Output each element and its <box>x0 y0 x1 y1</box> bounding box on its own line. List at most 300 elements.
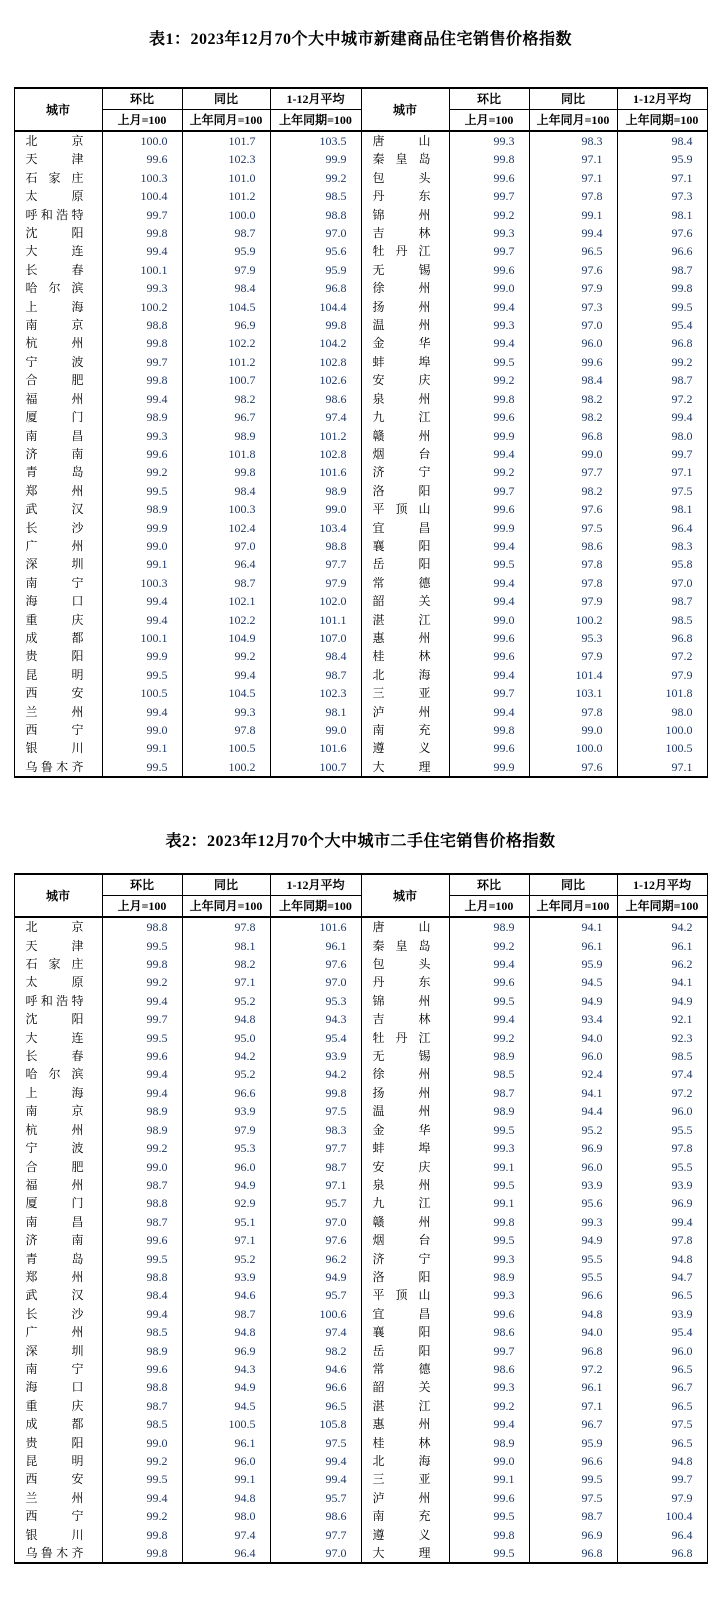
yoy-value-cell: 95.3 <box>529 629 617 647</box>
avg-value-cell: 99.7 <box>617 1470 707 1488</box>
yoy-value-cell: 96.9 <box>182 1342 270 1360</box>
city-name: 秦皇岛 <box>372 152 431 167</box>
city-name: 南昌 <box>25 1214 84 1229</box>
city-name: 天津 <box>25 152 84 167</box>
city-cell <box>14 1102 102 1120</box>
yoy-value-cell: 104.9 <box>182 629 270 647</box>
mom-value-cell: 100.1 <box>102 261 182 279</box>
mom-value-cell: 99.9 <box>449 427 529 445</box>
avg-value-cell: 98.1 <box>270 703 361 721</box>
city-cell <box>361 206 449 224</box>
city-name: 哈尔滨 <box>25 281 84 296</box>
yoy-value-cell: 98.4 <box>182 482 270 500</box>
city-name: 贵阳 <box>25 1435 84 1450</box>
avg-value-cell: 97.7 <box>270 1526 361 1544</box>
col-header-avg: 1-12月平均 <box>617 88 707 110</box>
avg-value-cell: 104.4 <box>270 298 361 316</box>
city-cell <box>361 1139 449 1157</box>
avg-value-cell: 96.5 <box>270 1397 361 1415</box>
city-name: 赣州 <box>372 1214 431 1229</box>
city-cell <box>14 224 102 242</box>
avg-value-cell: 95.3 <box>270 992 361 1010</box>
city-cell <box>14 703 102 721</box>
avg-value-cell: 99.9 <box>270 150 361 168</box>
city-cell <box>361 1360 449 1378</box>
col-header-yoy: 同比 <box>182 88 270 110</box>
avg-value-cell: 97.4 <box>270 1323 361 1341</box>
yoy-value-cell: 98.7 <box>182 224 270 242</box>
yoy-value-cell: 94.0 <box>529 1323 617 1341</box>
avg-value-cell: 101.1 <box>270 611 361 629</box>
city-cell <box>361 1489 449 1507</box>
city-name: 吉林 <box>372 1012 431 1027</box>
city-name: 福州 <box>25 1177 84 1192</box>
yoy-value-cell: 95.3 <box>182 1139 270 1157</box>
city-cell <box>14 206 102 224</box>
yoy-value-cell: 99.3 <box>529 1213 617 1231</box>
table1-new-home-price-index <box>14 87 708 778</box>
city-name: 海口 <box>25 594 84 609</box>
mom-value-cell: 99.4 <box>102 1489 182 1507</box>
mom-value-cell: 99.8 <box>102 224 182 242</box>
yoy-value-cell: 102.3 <box>182 150 270 168</box>
city-name: 海口 <box>25 1380 84 1395</box>
mom-value-cell: 99.5 <box>449 1507 529 1525</box>
city-name: 青岛 <box>25 1251 84 1266</box>
yoy-value-cell: 100.0 <box>182 206 270 224</box>
yoy-value-cell: 102.1 <box>182 592 270 610</box>
mom-value-cell: 99.4 <box>449 574 529 592</box>
col-header-mom-base: 上月=100 <box>449 110 529 132</box>
city-name: 烟台 <box>372 1233 431 1248</box>
avg-value-cell: 97.2 <box>617 1084 707 1102</box>
mom-value-cell: 99.0 <box>449 611 529 629</box>
mom-value-cell: 99.0 <box>102 1434 182 1452</box>
mom-value-cell: 99.6 <box>102 1231 182 1249</box>
avg-value-cell: 98.7 <box>617 261 707 279</box>
city-cell <box>361 279 449 297</box>
yoy-value-cell: 98.2 <box>529 390 617 408</box>
table2-section <box>0 778 721 1564</box>
city-name: 哈尔滨 <box>25 1067 84 1082</box>
city-cell <box>361 463 449 481</box>
avg-value-cell: 93.9 <box>617 1305 707 1323</box>
city-cell <box>14 427 102 445</box>
table1-header <box>14 88 707 131</box>
city-cell <box>361 917 449 936</box>
avg-value-cell: 97.0 <box>270 1213 361 1231</box>
yoy-value-cell: 96.0 <box>182 1158 270 1176</box>
avg-value-cell: 94.7 <box>617 1268 707 1286</box>
avg-value-cell: 97.9 <box>270 574 361 592</box>
yoy-value-cell: 99.0 <box>529 445 617 463</box>
mom-value-cell: 99.4 <box>449 592 529 610</box>
city-cell <box>14 371 102 389</box>
mom-value-cell: 99.4 <box>102 592 182 610</box>
col-header-yoy-base: 上年同月=100 <box>182 110 270 132</box>
mom-value-cell: 99.0 <box>102 537 182 555</box>
city-cell <box>361 408 449 426</box>
city-name: 牡丹江 <box>372 244 431 259</box>
yoy-value-cell: 94.5 <box>182 1397 270 1415</box>
city-name: 温州 <box>372 318 431 333</box>
yoy-value-cell: 98.6 <box>529 537 617 555</box>
city-name: 蚌埠 <box>372 1141 431 1156</box>
mom-value-cell: 99.4 <box>102 1065 182 1083</box>
mom-value-cell: 99.9 <box>449 758 529 777</box>
city-name: 泉州 <box>372 391 431 406</box>
avg-value-cell: 97.6 <box>617 224 707 242</box>
col-header-city: 城市 <box>14 874 102 917</box>
mom-value-cell: 99.6 <box>102 1047 182 1065</box>
avg-value-cell: 95.9 <box>617 150 707 168</box>
mom-value-cell: 99.3 <box>449 1250 529 1268</box>
city-name: 大理 <box>372 759 431 774</box>
table-row <box>14 261 707 279</box>
city-name: 襄阳 <box>372 538 431 553</box>
table-row <box>14 1397 707 1415</box>
city-name: 南宁 <box>25 1361 84 1376</box>
city-name: 厦门 <box>25 410 84 425</box>
city-cell <box>14 131 102 150</box>
city-cell <box>14 1029 102 1047</box>
col-header-mom: 环比 <box>102 874 182 896</box>
mom-value-cell: 99.6 <box>449 739 529 757</box>
yoy-value-cell: 101.2 <box>182 353 270 371</box>
city-name: 昆明 <box>25 667 84 682</box>
city-name: 沈阳 <box>25 1012 84 1027</box>
yoy-value-cell: 103.1 <box>529 684 617 702</box>
city-name: 郑州 <box>25 1269 84 1284</box>
city-name: 合肥 <box>25 1159 84 1174</box>
mom-value-cell: 98.8 <box>102 1194 182 1212</box>
city-name: 平顶山 <box>372 1288 431 1303</box>
yoy-value-cell: 96.0 <box>529 1158 617 1176</box>
city-name: 大连 <box>25 1030 84 1045</box>
yoy-value-cell: 97.6 <box>529 758 617 777</box>
table-row <box>14 592 707 610</box>
yoy-value-cell: 100.5 <box>182 1415 270 1433</box>
yoy-value-cell: 93.4 <box>529 1010 617 1028</box>
mom-value-cell: 99.5 <box>449 1231 529 1249</box>
city-name: 福州 <box>25 391 84 406</box>
mom-value-cell: 98.4 <box>102 1286 182 1304</box>
city-name: 兰州 <box>25 1490 84 1505</box>
yoy-value-cell: 94.2 <box>182 1047 270 1065</box>
city-cell <box>14 1360 102 1378</box>
table-row <box>14 187 707 205</box>
city-cell <box>361 955 449 973</box>
mom-value-cell: 99.2 <box>102 1139 182 1157</box>
table-row <box>14 1526 707 1544</box>
yoy-value-cell: 96.1 <box>529 937 617 955</box>
mom-value-cell: 98.7 <box>102 1397 182 1415</box>
mom-value-cell: 99.5 <box>449 992 529 1010</box>
yoy-value-cell: 96.9 <box>182 316 270 334</box>
city-name: 常德 <box>372 575 431 590</box>
avg-value-cell: 105.8 <box>270 1415 361 1433</box>
yoy-value-cell: 101.4 <box>529 666 617 684</box>
avg-value-cell: 97.7 <box>270 1139 361 1157</box>
avg-value-cell: 95.8 <box>617 555 707 573</box>
city-name: 重庆 <box>25 612 84 627</box>
mom-value-cell: 99.4 <box>102 992 182 1010</box>
city-name: 无锡 <box>372 1049 431 1064</box>
mom-value-cell: 99.4 <box>449 537 529 555</box>
city-name: 长春 <box>25 1049 84 1064</box>
yoy-value-cell: 97.0 <box>529 316 617 334</box>
city-cell <box>14 261 102 279</box>
avg-value-cell: 97.1 <box>617 758 707 777</box>
avg-value-cell: 98.0 <box>617 427 707 445</box>
yoy-value-cell: 100.5 <box>182 739 270 757</box>
yoy-value-cell: 96.1 <box>182 1434 270 1452</box>
avg-value-cell: 102.3 <box>270 684 361 702</box>
yoy-value-cell: 96.7 <box>182 408 270 426</box>
col-header-city: 城市 <box>14 88 102 131</box>
yoy-value-cell: 97.1 <box>182 973 270 991</box>
city-cell <box>361 334 449 352</box>
table-row <box>14 463 707 481</box>
table-row <box>14 1507 707 1525</box>
col-header-avg: 1-12月平均 <box>270 874 361 896</box>
city-cell <box>14 937 102 955</box>
yoy-value-cell: 99.1 <box>529 206 617 224</box>
city-name: 呼和浩特 <box>25 993 84 1008</box>
city-name: 无锡 <box>372 262 431 277</box>
city-name: 丹东 <box>372 189 431 204</box>
mom-value-cell: 99.8 <box>102 1544 182 1563</box>
mom-value-cell: 98.6 <box>449 1323 529 1341</box>
mom-value-cell: 98.9 <box>449 1102 529 1120</box>
table-row <box>14 1231 707 1249</box>
mom-value-cell: 98.9 <box>449 917 529 936</box>
mom-value-cell: 99.5 <box>102 1470 182 1488</box>
city-name: 包头 <box>372 170 431 185</box>
yoy-value-cell: 95.9 <box>529 1434 617 1452</box>
city-cell <box>14 955 102 973</box>
city-cell <box>14 519 102 537</box>
col-header-mom: 环比 <box>449 874 529 896</box>
mom-value-cell: 99.2 <box>449 1397 529 1415</box>
city-cell <box>361 1084 449 1102</box>
col-header-avg: 1-12月平均 <box>617 874 707 896</box>
mom-value-cell: 98.9 <box>102 408 182 426</box>
city-cell <box>14 1434 102 1452</box>
city-name: 合肥 <box>25 373 84 388</box>
mom-value-cell: 99.6 <box>449 629 529 647</box>
table-row <box>14 131 707 150</box>
yoy-value-cell: 99.0 <box>529 721 617 739</box>
table-row <box>14 1323 707 1341</box>
city-cell <box>361 1029 449 1047</box>
yoy-value-cell: 94.1 <box>529 1084 617 1102</box>
city-name: 惠州 <box>372 1417 431 1432</box>
mom-value-cell: 99.5 <box>449 1121 529 1139</box>
col-header-mom-base: 上月=100 <box>102 110 182 132</box>
yoy-value-cell: 97.7 <box>529 463 617 481</box>
city-name: 金华 <box>372 336 431 351</box>
yoy-value-cell: 95.9 <box>529 955 617 973</box>
city-cell <box>361 1047 449 1065</box>
mom-value-cell: 99.8 <box>449 1526 529 1544</box>
avg-value-cell: 102.8 <box>270 353 361 371</box>
avg-value-cell: 96.6 <box>617 242 707 260</box>
mom-value-cell: 99.6 <box>449 408 529 426</box>
col-header-yoy: 同比 <box>182 874 270 896</box>
city-cell <box>361 1194 449 1212</box>
avg-value-cell: 102.0 <box>270 592 361 610</box>
col-header-yoy: 同比 <box>529 88 617 110</box>
city-name: 金华 <box>372 1122 431 1137</box>
avg-value-cell: 97.0 <box>270 1544 361 1563</box>
yoy-value-cell: 97.9 <box>182 261 270 279</box>
city-name: 成都 <box>25 630 84 645</box>
city-cell <box>361 1158 449 1176</box>
mom-value-cell: 99.3 <box>449 131 529 150</box>
city-cell <box>14 390 102 408</box>
yoy-value-cell: 97.0 <box>182 537 270 555</box>
avg-value-cell: 98.5 <box>617 611 707 629</box>
city-name: 宜昌 <box>372 520 431 535</box>
yoy-value-cell: 92.4 <box>529 1065 617 1083</box>
yoy-value-cell: 99.4 <box>529 224 617 242</box>
yoy-value-cell: 95.0 <box>182 1029 270 1047</box>
city-name: 成都 <box>25 1417 84 1432</box>
city-cell <box>14 316 102 334</box>
avg-value-cell: 99.4 <box>270 1470 361 1488</box>
city-name: 秦皇岛 <box>372 938 431 953</box>
yoy-value-cell: 96.0 <box>529 334 617 352</box>
city-cell <box>14 482 102 500</box>
city-name: 宁波 <box>25 354 84 369</box>
yoy-value-cell: 94.8 <box>182 1489 270 1507</box>
table-row <box>14 1415 707 1433</box>
mom-value-cell: 98.9 <box>449 1268 529 1286</box>
city-name: 上海 <box>25 1085 84 1100</box>
mom-value-cell: 98.9 <box>449 1047 529 1065</box>
city-cell <box>361 1102 449 1120</box>
yoy-value-cell: 104.5 <box>182 684 270 702</box>
city-name: 南京 <box>25 1104 84 1119</box>
yoy-value-cell: 98.1 <box>182 937 270 955</box>
mom-value-cell: 99.3 <box>449 1286 529 1304</box>
avg-value-cell: 97.9 <box>617 1489 707 1507</box>
city-cell <box>14 242 102 260</box>
yoy-value-cell: 98.2 <box>529 408 617 426</box>
avg-value-cell: 96.5 <box>617 1286 707 1304</box>
city-name: 重庆 <box>25 1398 84 1413</box>
mom-value-cell: 99.1 <box>102 739 182 757</box>
city-cell <box>14 1415 102 1433</box>
city-name: 武汉 <box>25 502 84 517</box>
yoy-value-cell: 96.7 <box>529 1415 617 1433</box>
yoy-value-cell: 98.7 <box>182 574 270 592</box>
avg-value-cell: 97.9 <box>617 666 707 684</box>
mom-value-cell: 99.4 <box>102 703 182 721</box>
mom-value-cell: 99.4 <box>102 1305 182 1323</box>
city-name: 岳阳 <box>372 557 431 572</box>
mom-value-cell: 99.4 <box>449 955 529 973</box>
city-name: 兰州 <box>25 704 84 719</box>
mom-value-cell: 99.5 <box>102 1029 182 1047</box>
avg-value-cell: 98.2 <box>270 1342 361 1360</box>
city-name: 武汉 <box>25 1288 84 1303</box>
avg-value-cell: 99.2 <box>270 169 361 187</box>
mom-value-cell: 99.8 <box>449 721 529 739</box>
mom-value-cell: 99.5 <box>102 937 182 955</box>
yoy-value-cell: 96.6 <box>182 1084 270 1102</box>
yoy-value-cell: 97.4 <box>182 1526 270 1544</box>
col-header-yoy: 同比 <box>529 874 617 896</box>
yoy-value-cell: 95.9 <box>182 242 270 260</box>
mom-value-cell: 99.4 <box>449 703 529 721</box>
yoy-value-cell: 104.5 <box>182 298 270 316</box>
avg-value-cell: 99.8 <box>270 316 361 334</box>
yoy-value-cell: 93.9 <box>182 1102 270 1120</box>
mom-value-cell: 98.9 <box>102 500 182 518</box>
avg-value-cell: 96.2 <box>617 955 707 973</box>
city-name: 杭州 <box>25 1122 84 1137</box>
city-cell <box>361 592 449 610</box>
table-row <box>14 992 707 1010</box>
yoy-value-cell: 93.9 <box>182 1268 270 1286</box>
table-row <box>14 647 707 665</box>
avg-value-cell: 95.5 <box>617 1158 707 1176</box>
yoy-value-cell: 95.6 <box>529 1194 617 1212</box>
table1-body <box>14 131 707 777</box>
mom-value-cell: 99.3 <box>449 224 529 242</box>
avg-value-cell: 94.8 <box>617 1452 707 1470</box>
city-name: 湛江 <box>372 612 431 627</box>
table-row <box>14 703 707 721</box>
avg-value-cell: 99.0 <box>270 500 361 518</box>
avg-value-cell: 93.9 <box>617 1176 707 1194</box>
city-name: 太原 <box>25 189 84 204</box>
mom-value-cell: 99.6 <box>449 169 529 187</box>
yoy-value-cell: 98.0 <box>182 1507 270 1525</box>
city-name: 锦州 <box>372 993 431 1008</box>
mom-value-cell: 98.5 <box>102 1323 182 1341</box>
avg-value-cell: 96.1 <box>270 937 361 955</box>
yoy-value-cell: 93.9 <box>529 1176 617 1194</box>
yoy-value-cell: 94.9 <box>182 1378 270 1396</box>
city-name: 牡丹江 <box>372 1030 431 1045</box>
avg-value-cell: 99.5 <box>617 298 707 316</box>
city-cell <box>361 150 449 168</box>
table-row <box>14 353 707 371</box>
avg-value-cell: 96.5 <box>617 1397 707 1415</box>
city-name: 上海 <box>25 299 84 314</box>
city-name: 太原 <box>25 975 84 990</box>
yoy-value-cell: 102.4 <box>182 519 270 537</box>
avg-value-cell: 99.0 <box>270 721 361 739</box>
avg-value-cell: 97.8 <box>617 1139 707 1157</box>
city-cell <box>14 611 102 629</box>
city-name: 南昌 <box>25 428 84 443</box>
city-cell <box>14 666 102 684</box>
table-row <box>14 1286 707 1304</box>
table-row <box>14 482 707 500</box>
avg-value-cell: 95.7 <box>270 1489 361 1507</box>
table-row <box>14 224 707 242</box>
col-header-avg-base: 上年同期=100 <box>270 110 361 132</box>
table-row <box>14 1378 707 1396</box>
city-cell <box>14 1047 102 1065</box>
col-header-city: 城市 <box>361 88 449 131</box>
city-cell <box>14 647 102 665</box>
mom-value-cell: 99.6 <box>449 1489 529 1507</box>
